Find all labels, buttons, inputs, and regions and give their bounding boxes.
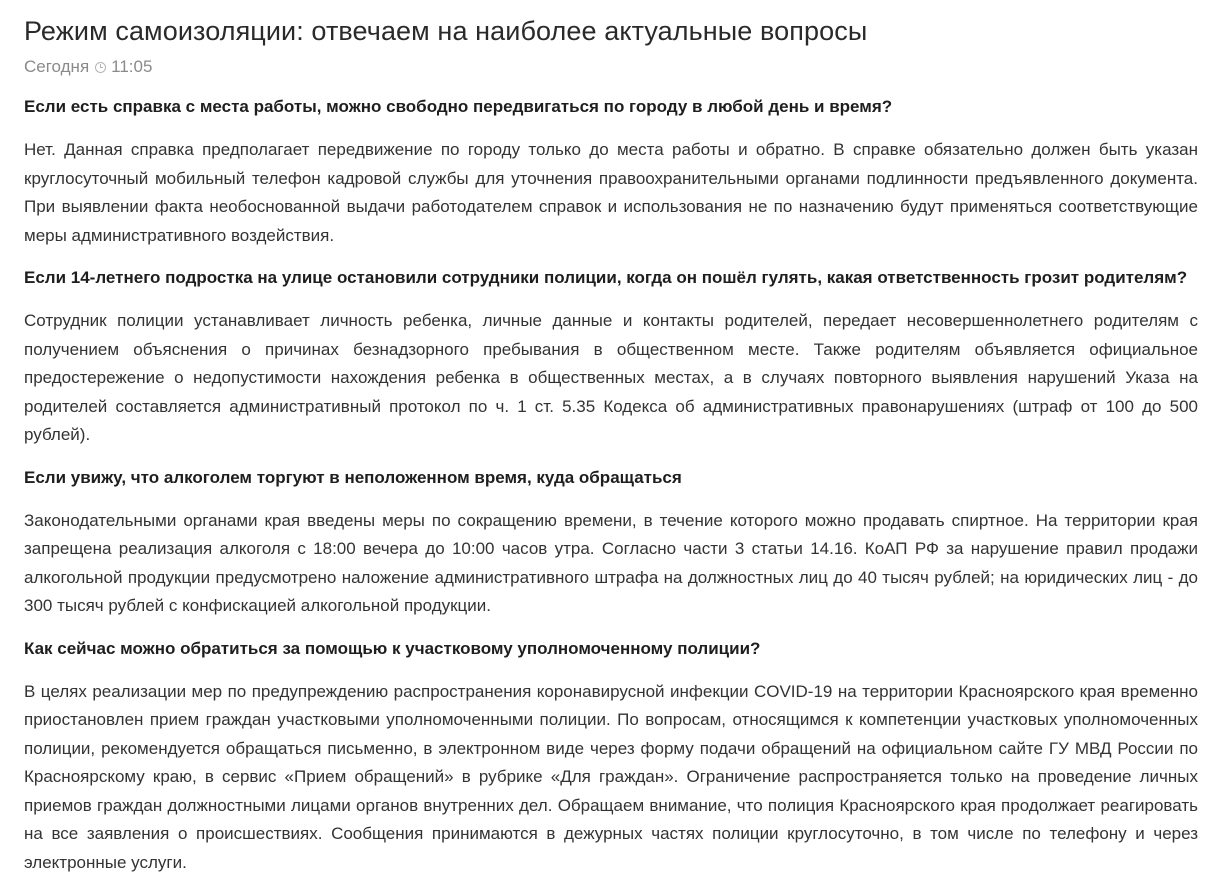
- article-meta: [24, 55, 1198, 79]
- article-title: Режим самоизоляции: отвечаем на наиболее актуальные вопросы: [24, 16, 868, 46]
- clock-icon: [95, 62, 106, 73]
- question-2: Если 14-летнего подростка на улице остановили сотрудники полиции, когда он пошёл гулять, какая ответственность грозит родителям?: [24, 268, 1188, 287]
- publish-time: 11:05: [111, 57, 153, 76]
- answer-1: Нет. Данная справка предполагает передвижение по городу только до места работы и обратно. В справке обязательно должен быть указан круглосуточный мобильный телефон кадровой службы для уточнения правоохранительными органами подлинности предъявленного документа. При выявлении факта необоснованной выдачи работодателем справок и использования не по назначению будут применяться соответствующие меры административного воздействия.: [24, 140, 1198, 245]
- publish-date: Сегодня: [24, 57, 90, 76]
- question-4: Как сейчас можно обратиться за помощью к участковому уполномоченному полиции?: [24, 638, 761, 658]
- question-1: Если есть справка с места работы, можно свободно передвигаться по городу в любой день и время?: [24, 97, 893, 116]
- answer-2: Сотрудник полиции устанавливает личность ребенка, личные данные и контакты родителей, передает несовершеннолетнего родителям с получением объяснения о причинах безнадзорного пребывания в общественном месте. Также родителям объявляется официальное предостережение о недопустимости нахождения ребенка в общественных местах, а в случаях повторного выявления нарушений Указа на родителей составляется административный протокол по ч. 1 ст. 5.35 Кодекса об административных правонарушениях (штраф от 100 до 500 рублей).: [24, 311, 1198, 444]
- answer-4: В целях реализации мер по предупреждению распространения коронавирусной инфекции COVID-19 на территории Красноярского края временно приостановлен прием граждан участковыми уполномоченными полиции. По вопросам, относящимся к компетенции участковых уполномоченных полиции, рекомендуется обращаться письменно, в электронном виде через форму подачи обращений на официальном сайте ГУ МВД России по Красноярскому краю, в сервис «Прием обращений» в рубрике «Для граждан». Ограничение распространяется только на проведение личных приемов граждан должностными лицами органов внутренних дел. Обращаем внимание, что полиция Красноярского края продолжает реагировать на все заявления о происшествиях. Сообщения принимаются в дежурных частях полиции круглосуточно, в том числе по телефону и через электронные услуги.: [24, 681, 1198, 872]
- answer-3: Законодательными органами края введены меры по сокращению времени, в течение которого можно продавать спиртное. На территории края запрещена реализация алкоголя с 18:00 вечера до 10:00 часов утра. Согласно части 3 статьи 14.16. КоАП РФ за нарушение правил продажи алкогольной продукции предусмотрено наложение административного штрафа на должностных лиц до 40 тысяч рублей; на юридических лиц - до 300 тысяч рублей с конфискацией алкогольной продукции.: [24, 510, 1198, 615]
- question-3: Если увижу, что алкоголем торгуют в неположенном время, куда обращаться: [24, 467, 682, 487]
